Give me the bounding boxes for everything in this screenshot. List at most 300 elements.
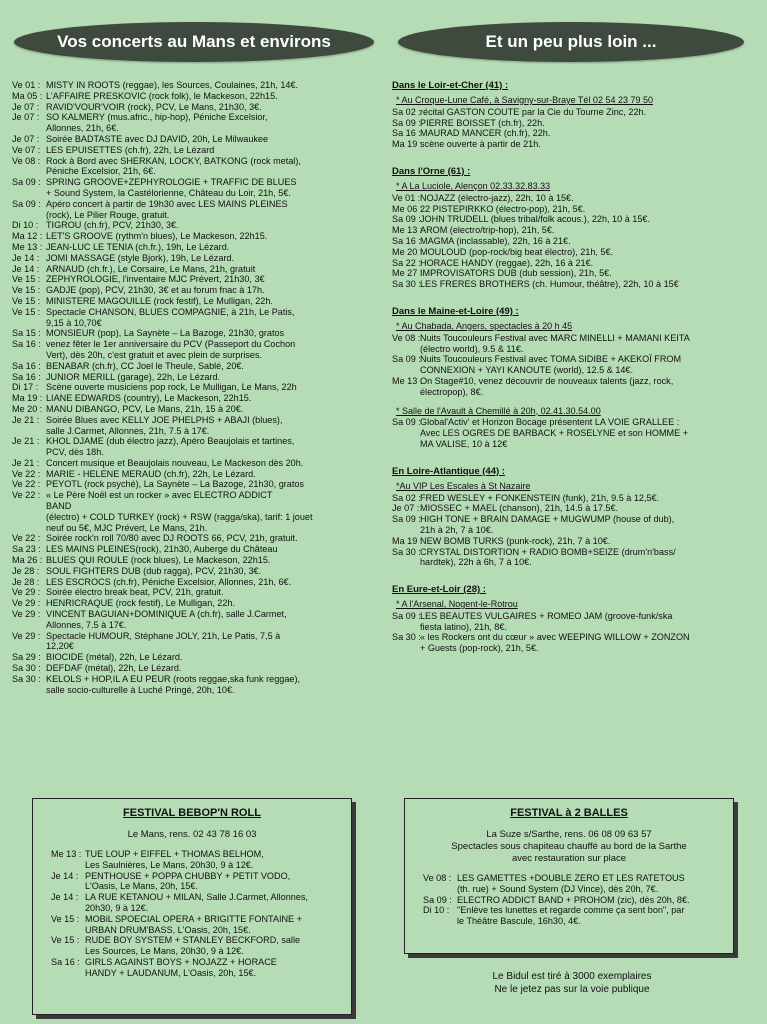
event-text: Allonnes, 7.5 à 17€. — [46, 619, 127, 630]
event-row — [392, 193, 757, 204]
event-row — [392, 107, 757, 118]
festival-2-balles-note: avec restauration sur place — [511, 853, 627, 864]
event-date: Me 06 : — [392, 203, 423, 214]
event-row — [12, 587, 387, 598]
event-continuation — [51, 925, 343, 936]
region-heading: Dans le Maine-et-Loire (49) : — [392, 305, 519, 317]
event-date: Ve 29 : — [12, 609, 41, 620]
event-text: JUNIOR MERILL (garage), 22h, Le Lézard. — [46, 371, 221, 382]
event-row — [423, 905, 725, 916]
event-text: hardtek), 22h à 6h, 7 à 10€. — [420, 557, 532, 568]
event-date: Ve 07 : — [12, 144, 41, 155]
event-text: RAVID'VOUR'VOIR (rock), PCV, Le Mans, 21h30, 3€. — [46, 101, 262, 112]
event-text: NEW BOMB TURKS (punk-rock), 21h, 7 à 10€. — [420, 535, 611, 546]
event-text: L'AFFAIRE PRESKOVIC (rock folk), le Mackeson, 22h15. — [46, 90, 278, 101]
event-row — [12, 372, 387, 383]
festival-2-balles-info: La Suze s/Sarthe, rens. 06 08 09 63 57 — [486, 829, 652, 840]
event-text: Nuits Toucouleurs Festival avec MARC MINELLI + MAMANI KEITA — [420, 332, 690, 343]
venue-line: * A l'Arsenal, Nogent-le-Rotrou — [396, 599, 518, 610]
event-continuation — [12, 501, 387, 512]
event-continuation — [12, 685, 387, 696]
event-text: MONSIEUR (pop), La Saynète – La Bazoge, 21h30, gratos — [46, 328, 285, 339]
event-text: scène ouverte à partir de 21h. — [420, 139, 541, 150]
event-text: MAGMA (inclassable), 22h, 16 à 21€. — [420, 235, 571, 246]
festival-2-balles-box — [404, 798, 734, 954]
event-text: (électro world), 9.5 & 11€. — [420, 343, 524, 354]
event-date: Je 14 : — [51, 892, 79, 903]
event-row — [12, 253, 387, 264]
event-row — [12, 112, 387, 123]
event-row — [12, 469, 387, 480]
event-text: Global'Activ' et Horizon Bocage présentent LA VOIE GRALLEE : — [420, 417, 680, 428]
event-date: Sa 09 : — [12, 198, 41, 209]
event-row — [51, 914, 343, 925]
event-text: BENABAR (ch.fr), CC Joel le Theule, Sablé, 20€. — [46, 360, 244, 371]
event-text: VINCENT BAGUIAN+DOMINIQUE A (ch.fr), salle J.Carmet, — [46, 609, 287, 620]
event-row — [12, 566, 387, 577]
event-date: Ve 22 : — [12, 490, 41, 501]
event-continuation — [12, 318, 387, 329]
venue-line: * Salle de l'Avault à Chemillé à 20h, 02.41.30.54.00 — [396, 405, 601, 416]
event-row — [392, 139, 757, 150]
event-continuation — [392, 344, 757, 355]
event-text: 9,15 à 10,70€ — [46, 317, 102, 328]
event-text: Spectacle HUMOUR, Stéphane JOLY, 21h, Le Patis, 7,5 à — [46, 630, 281, 641]
event-text: MINISTERE MAGOUILLE (rock festif), Le Mulligan, 22h. — [46, 295, 273, 306]
event-row — [12, 533, 387, 544]
event-text: Les Sources, Le Mans, 20h30, 9 à 12€. — [85, 946, 244, 957]
event-date: Me 20 : — [392, 246, 423, 257]
event-row — [12, 134, 387, 145]
event-date: Me 13 : — [51, 849, 82, 859]
event-text: DEFDAF (métal), 22h, Le Lézard. — [46, 663, 182, 674]
festival-bebop-box — [32, 798, 352, 1015]
event-row — [392, 333, 757, 344]
event-date: Sa 09 : — [392, 214, 421, 225]
event-row — [12, 177, 387, 188]
event-date: Sa 30 : — [12, 663, 41, 674]
event-text: « Le Père Noël est un rocker » avec ELECTRO ADDICT — [46, 490, 273, 501]
event-text: ELECTRO ADDICT BAND + PROHOM (zic), dès 20h, 8€. — [457, 894, 690, 905]
event-date: Sa 16 : — [392, 235, 421, 246]
event-text: MOBiL SPOECIAL OPERA + BRIGITTE FONTAINE + — [85, 913, 302, 924]
event-date: Di 10 : — [12, 220, 39, 231]
event-date: Ve 29 : — [12, 587, 41, 598]
event-text: Spectacle CHANSON, BLUES COMPAGNIE, à 21h, Le Patis, — [46, 306, 295, 317]
event-date: Ma 19 : — [392, 535, 423, 546]
event-text: Concert musique et Beaujolais nouveau, Le Mackeson dès 20h. — [46, 457, 304, 468]
event-date: Sa 30 : — [392, 632, 421, 643]
event-date: Sa 16 : — [12, 360, 41, 371]
event-text: + Sound System, la Castélorienne, Château du Loir, 21h, 5€. — [46, 187, 291, 198]
event-row — [51, 871, 343, 882]
event-row — [392, 247, 757, 258]
event-date: Me 27 : — [392, 268, 423, 279]
event-row — [392, 376, 757, 387]
event-text: MOULOUD (pop-rock/big beat électro), 21h, 5€. — [420, 246, 614, 257]
event-continuation — [392, 525, 757, 536]
venue-line: * A La Luciole, Alençon 02.33.32.83.33 — [396, 180, 551, 191]
event-date: Sa 02 : — [392, 106, 421, 117]
event-text: PENTHOUSE + POPPA CHUBBY + PETIT VODO, — [85, 870, 291, 881]
event-row — [392, 268, 757, 279]
event-text: CRYSTAL DISTORTION + RADIO BOMB+SEIZE (drum'n'bass/ — [420, 546, 676, 557]
event-continuation — [12, 123, 387, 134]
event-row — [12, 609, 387, 620]
event-text: FRED WESLEY + FONKENSTEIN (funk), 21h, 9.5 à 12,5€. — [420, 492, 660, 503]
event-text: Les Saulnières, Le Mans, 20h30, 9 à 12€. — [85, 859, 254, 870]
event-row — [12, 436, 387, 447]
event-row — [12, 242, 387, 253]
event-text: Rock à Bord avec SHERKAN, LOCKY, BATKONG (rock metal), — [46, 155, 301, 166]
festival-2-balles-title: FESTIVAL à 2 BALLES — [510, 807, 628, 819]
left-column-title: Vos concerts au Mans et environs — [14, 22, 374, 62]
event-date: Sa 09 : — [392, 354, 421, 365]
event-row — [12, 328, 387, 339]
event-text: LIANE EDWARDS (country), Le Mackeson, 22h15. — [46, 393, 252, 404]
event-text: JOMI MASSAGE (style Bjork), 19h, Le Lézard. — [46, 252, 235, 263]
event-row — [12, 102, 387, 113]
event-text: « les Rockers ont du cœur » avec WEEPING WILLOW + ZONZON — [420, 632, 690, 643]
event-row — [12, 404, 387, 415]
event-text: + Guests (pop-rock), 21h, 5€. — [420, 643, 539, 654]
event-row — [12, 80, 387, 91]
event-text: électropop), 8€. — [420, 386, 484, 397]
event-text: Allonnes, 21h, 6€. — [46, 123, 119, 134]
event-text: RUDE BOY SYSTEM + STANLEY BECKFORD, salle — [85, 935, 301, 946]
event-row — [12, 220, 387, 231]
festival-2-balles-desc: Spectacles sous chapiteau chauffé au bord de la Sarthe — [451, 841, 687, 852]
event-text: SPRING GROOVE+ZEPHYROLOGIE + TRAFFIC DE BLUES — [46, 177, 297, 188]
section-spacer — [392, 450, 757, 460]
event-text: salle J.Carmet, Allonnes, 21h, 7.5 à 17€. — [46, 425, 210, 436]
event-row — [12, 577, 387, 588]
event-date: Ve 15 : — [51, 913, 80, 924]
section-spacer — [392, 568, 757, 578]
event-text: "Enlève tes lunettes et regarde comme ça sent bon", par — [457, 905, 685, 916]
event-text: 22 PISTEPIRKKO (électro-pop), 21h, 5€. — [420, 203, 586, 214]
event-continuation — [12, 350, 387, 361]
event-text: LES GAMETTES +DOUBLE ZERO ET LES RATETOUS — [457, 873, 685, 883]
event-row — [12, 91, 387, 102]
event-continuation — [392, 387, 757, 398]
event-date: Di 10 : — [423, 905, 450, 916]
event-row — [12, 458, 387, 469]
event-date: Ve 15 : — [12, 285, 41, 296]
event-continuation — [51, 946, 343, 957]
event-continuation — [12, 512, 387, 523]
event-date: Di 17 : — [12, 382, 39, 393]
event-date: Sa 22 : — [392, 257, 421, 268]
event-date: Je 21 : — [12, 457, 40, 468]
event-text: HANDY + LAUDANUM, L'Oasis, 20h, 15€. — [85, 967, 257, 978]
section-spacer — [392, 290, 757, 300]
event-text: Apéro concert à partir de 19h30 avec LES MAINS PLEINES — [46, 198, 288, 209]
event-date: Ma 19 : — [392, 139, 423, 150]
region-heading: En Eure-et-Loir (28) : — [392, 584, 486, 596]
event-date: Ve 15 : — [12, 306, 41, 317]
event-continuation — [12, 620, 387, 631]
event-row — [392, 128, 757, 139]
event-date: Sa 30 : — [392, 279, 421, 290]
event-continuation — [423, 884, 725, 895]
event-text: TIGROU (ch.fr), PCV, 21h30, 3€. — [46, 220, 179, 231]
event-text: LET'S GROOVE (rythm'n blues), Le Mackeson, 22h15. — [46, 231, 268, 242]
event-text: Soirée rock'n roll 70/80 avec DJ ROOTS 66, PCV, 21h, gratuit. — [46, 533, 298, 544]
venue-line: *Au VIP Les Escales à St Nazaire — [396, 480, 531, 491]
event-text: PCV, dès 18h. — [46, 447, 104, 458]
event-text: GIRLS AGAINST BOYS + NOJAZZ + HORACE — [85, 956, 277, 967]
event-date: Sa 02 : — [392, 492, 421, 503]
event-text: LES BEAUTES VULGAIRES + ROMEO JAM (groove-funk/ska — [420, 610, 673, 621]
event-date: Sa 23 : — [12, 544, 41, 555]
event-date: Sa 09 : — [423, 894, 452, 905]
event-row — [392, 632, 757, 643]
event-row — [392, 225, 757, 236]
event-row — [51, 849, 343, 860]
event-date: Je 14 : — [51, 870, 79, 881]
event-text: BIOCIDE (métal), 22h, Le Lézard. — [46, 652, 183, 663]
event-continuation — [51, 903, 343, 914]
event-row — [12, 544, 387, 555]
event-text: KHOL DJAME (dub électro jazz), Apéro Beaujolais et tartines, — [46, 436, 295, 447]
event-date: Je 14 : — [12, 263, 40, 274]
event-row — [12, 285, 387, 296]
event-continuation — [392, 439, 757, 450]
event-row — [12, 307, 387, 318]
event-date: Ve 15 : — [51, 935, 80, 946]
event-text: MISTY IN ROOTS (reggae), les Sources, Coulaines, 21h, 14€. — [46, 80, 299, 90]
venue-line: * Au Croque-Lune Café, à Savigny-sur-Braye Tél 02 54 23 79 50 — [396, 95, 653, 105]
event-date: Je 21 : — [12, 414, 40, 425]
event-row — [12, 479, 387, 490]
festival-bebop-title: FESTIVAL BEBOP'N ROLL — [123, 807, 261, 819]
event-row — [392, 514, 757, 525]
event-date: Ve 22 : — [12, 468, 41, 479]
event-row — [12, 555, 387, 566]
event-text: PIERRE BOISSET (ch.fr), 22h. — [420, 117, 545, 128]
event-date: Sa 16 : — [51, 956, 80, 967]
event-row — [12, 361, 387, 372]
event-date: Sa 16 : — [12, 371, 41, 382]
event-date: Sa 09 : — [392, 417, 421, 428]
event-text: URBAN DRUM'BASS, L'Oasis, 20h, 15€. — [85, 924, 251, 935]
event-text: Nuits Toucouleurs Festival avec TOMA SIDIBE + AKEKOÏ FROM — [420, 354, 682, 365]
event-date: Ve 29 : — [12, 630, 41, 641]
event-text: fiesta latino), 21h, 8€. — [420, 621, 507, 632]
event-continuation — [392, 643, 757, 654]
event-text: On Stage#10, venez découvrir de nouveaux talents (jazz, rock, — [420, 375, 674, 386]
event-text: MANU DIBANGO, PCV, Le Mans, 21h, 15 à 20€. — [46, 403, 244, 414]
event-row — [12, 663, 387, 674]
event-date: Ma 05 : — [12, 90, 43, 101]
event-text: récital GASTON COUTE par la Cie du Tourne Zinc, 22h. — [420, 106, 647, 117]
event-text: CONNEXION + YAYI KANOUTE (world), 12.5 & 14€. — [420, 365, 634, 376]
event-continuation — [423, 916, 725, 927]
event-date: Je 14 : — [12, 252, 40, 263]
event-date: Je 28 : — [12, 576, 40, 587]
event-text: MARIE - HELENE MERAUD (ch.fr), 22h, Le Lézard. — [46, 468, 256, 479]
event-date: Je 07 : — [392, 503, 420, 514]
event-date: Je 07 : — [12, 101, 40, 112]
event-row — [51, 935, 343, 946]
event-row — [51, 892, 343, 903]
event-date: Sa 16 : — [12, 339, 41, 350]
event-date: Sa 16 : — [392, 128, 421, 139]
event-date: Ma 26 : — [12, 555, 43, 566]
event-text: NOJAZZ (électro-jazz), 22h, 10 à 15€. — [420, 192, 574, 203]
event-date: Je 21 : — [12, 436, 40, 447]
event-row — [392, 118, 757, 129]
event-date: Je 07 : — [12, 133, 40, 144]
footer-note — [392, 970, 752, 996]
event-date: Ve 15 : — [12, 295, 41, 306]
event-text: neuf ou 5€, MJC Prévert, Le Mans, 21h. — [46, 522, 208, 533]
event-text: BLUES QUI ROULE (rock blues), Le Mackeson, 22h15. — [46, 555, 271, 566]
event-text: Péniche Excelsior, 21h, 6€. — [46, 166, 156, 177]
footer-print-run: Le Bidul est tiré à 3000 exemplaires — [492, 971, 652, 982]
event-text: LES MAINS PLEINES(rock), 21h30, Auberge du Château — [46, 544, 278, 555]
event-text: salle socio-culturelle à Luché Pringé, 20h, 10€. — [46, 684, 235, 695]
event-row — [392, 536, 757, 547]
event-row — [12, 145, 387, 156]
event-date: Ve 22 : — [12, 533, 41, 544]
event-date: Ma 19 : — [12, 393, 43, 404]
event-row — [12, 339, 387, 350]
event-date: Sa 30 : — [392, 546, 421, 557]
event-continuation — [392, 557, 757, 568]
event-date: Me 13 : — [392, 225, 423, 236]
event-text: MA VALISE, 10 à 12€ — [420, 438, 508, 449]
event-text: SOUL FIGHTERS DUB (dub ragga), PCV, 21h30, 3€. — [46, 565, 262, 576]
event-row — [12, 264, 387, 275]
event-date: Je 07 : — [12, 112, 40, 123]
event-date: Ve 08 : — [392, 332, 421, 343]
festival-bebop-info: Le Mans, rens. 02 43 78 16 03 — [127, 829, 257, 840]
event-row — [392, 258, 757, 269]
event-text: Soirée BADTASTE avec DJ DAVID, 20h, Le Milwaukee — [46, 133, 269, 144]
event-text: 12,20€ — [46, 641, 74, 652]
event-text: Avec LES OGRES DE BARBACK + ROSELYNE et son HOMME + — [420, 428, 689, 439]
event-continuation — [12, 166, 387, 177]
event-continuation — [392, 365, 757, 376]
event-text: le Théâtre Bascule, 16h30, 4€. — [457, 916, 581, 927]
festival-2-balles-list — [405, 865, 733, 927]
event-date: Ve 08 : — [423, 873, 452, 883]
event-date: Sa 09 : — [12, 177, 41, 188]
event-row — [51, 957, 343, 968]
event-row — [12, 274, 387, 285]
event-date: Sa 09 : — [392, 514, 421, 525]
event-text: HENRICRAQUE (rock festif), Le Mulligan, 22h. — [46, 598, 236, 609]
event-text: LA RUE KETANOU + MILAN, Salle J.Carmet, Allonnes, — [85, 892, 308, 903]
festival-bebop-list — [33, 841, 351, 979]
event-date: Ve 08 : — [12, 155, 41, 166]
event-continuation — [12, 188, 387, 199]
event-continuation — [12, 523, 387, 534]
event-text: IMPROVISATORS DUB (dub session), 21h, 5€. — [420, 268, 612, 279]
event-text: TUE LOUP + EIFFEL + THOMAS BELHOM, — [85, 849, 264, 859]
event-date: Me 20 : — [12, 403, 43, 414]
section-spacer — [392, 654, 757, 664]
event-date: Ve 29 : — [12, 598, 41, 609]
event-date: Me 13 : — [12, 241, 43, 252]
event-text: (rock), Le Pilier Rouge, gratuit. — [46, 209, 170, 220]
event-text: Scène ouverte musiciens pop rock, Le Mulligan, Le Mans, 22h — [46, 382, 297, 393]
event-date: Je 28 : — [12, 565, 40, 576]
event-row — [392, 547, 757, 558]
event-text: 20h30, 9 à 12€. — [85, 902, 149, 913]
event-date: Sa 30 : — [12, 673, 41, 684]
event-date: Sa 29 : — [12, 652, 41, 663]
event-text: MIOSSEC + MAEL (chanson), 21h, 14.5 à 17.5€. — [420, 503, 619, 514]
event-date: Ve 01 : — [392, 192, 421, 203]
event-continuation — [12, 641, 387, 652]
event-text: GADJE (pop), PCV, 21h30, 3€ et au forum fnac à 17h. — [46, 285, 265, 296]
event-date: Ma 12 : — [12, 231, 43, 242]
event-row — [12, 631, 387, 642]
event-text: L'Oasis, Le Mans, 20h, 15€. — [85, 881, 198, 892]
event-row — [12, 415, 387, 426]
event-continuation — [12, 210, 387, 221]
event-row — [392, 204, 757, 215]
event-text: Soirée Blues avec KELLY JOE PHELPHS + ABAJI (blues), — [46, 414, 283, 425]
event-text: ARNAUD (ch.fr.), Le Corsaire, Le Mans, 21h, gratuit — [46, 263, 256, 274]
event-row — [12, 199, 387, 210]
event-row — [12, 652, 387, 663]
event-text: MAURAD MANCER (ch.fr), 22h. — [420, 128, 551, 139]
event-text: BAND — [46, 501, 72, 512]
event-date: Ve 22 : — [12, 479, 41, 490]
event-row — [392, 354, 757, 365]
event-row — [12, 382, 387, 393]
event-row — [12, 490, 387, 501]
event-date: Me 13 : — [392, 375, 423, 386]
region-heading: Dans l'Orne (61) : — [392, 165, 471, 177]
event-row — [12, 156, 387, 167]
right-column-title: Et un peu plus loin ... — [398, 22, 744, 62]
event-row — [12, 393, 387, 404]
event-continuation — [51, 968, 343, 979]
event-row — [392, 417, 757, 428]
event-date: Ve 15 : — [12, 274, 41, 285]
venue-line: * Au Chabada, Angers, spectacles à 20 h 45 — [396, 320, 573, 331]
event-text: SO KALMERY (mus.afric., hip-hop), Péniche Excelsior, — [46, 112, 268, 123]
event-text: Vert), dès 20h, c'est gratuit et avec plein de surprises. — [46, 349, 263, 360]
event-row — [423, 895, 725, 906]
event-row — [12, 296, 387, 307]
event-row — [392, 503, 757, 514]
event-continuation — [51, 860, 343, 871]
event-row — [12, 674, 387, 685]
event-continuation — [392, 428, 757, 439]
event-continuation — [12, 426, 387, 437]
event-row — [423, 873, 725, 884]
left-event-list — [12, 80, 387, 695]
section-spacer — [392, 150, 757, 160]
event-date: Sa 09 : — [392, 117, 421, 128]
event-text: AROM (electro/trip-hop), 21h, 5€. — [420, 225, 555, 236]
region-heading: En Loire-Atlantique (44) : — [392, 465, 505, 477]
event-text: 21h à 2h, 7 à 10€. — [420, 524, 494, 535]
event-row — [392, 214, 757, 225]
event-text: (électro) + COLD TURKEY (rock) + RSW (ragga/ska), tarif: 1 jouet — [46, 511, 313, 522]
event-continuation — [392, 622, 757, 633]
event-row — [392, 611, 757, 622]
event-text: HIGH TONE + BRAIN DAMAGE + MUGWUMP (house of dub), — [420, 514, 675, 525]
event-continuation — [12, 447, 387, 458]
event-text: LES FRERES BROTHERS (ch. Humour, théâtre), 22h, 10 à 15€ — [420, 279, 679, 290]
